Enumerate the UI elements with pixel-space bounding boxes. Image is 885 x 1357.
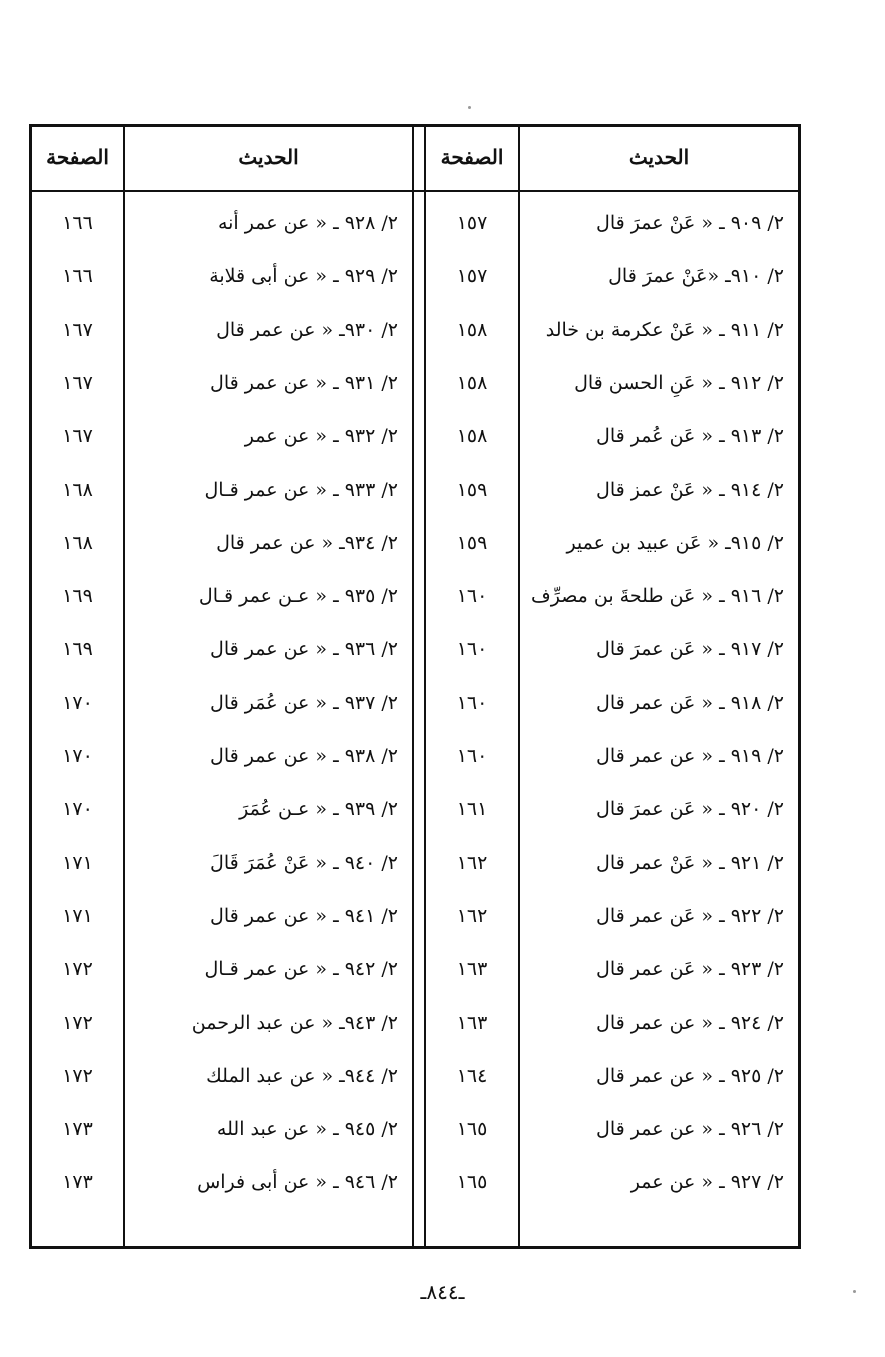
right-hadith-cell: ٢/ ٩٠٩ ـ « عَنْ عمرَ قال [596,212,784,234]
table-row [32,464,798,516]
table-row [32,677,798,729]
left-hadith-cell: ٢/ ٩٣٨ ـ « عن عمر قال [210,745,398,767]
left-hadith-cell: ٢/ ٩٤١ ـ « عن عمر قال [210,904,398,927]
right-hadith-cell: ٢/ ٩٢٣ ـ « عَن عمر قال [596,958,784,981]
left-hadith-cell: ٢/ ٩٤٤ـ « عن عبد الملك [206,1064,398,1087]
table-row [32,250,798,302]
left-page-cell: ١٦٩ [62,638,93,661]
right-page-cell: ١٥٨ [456,425,488,448]
left-hadith-cell: ٢/ ٩٣١ ـ « عن عمر قال [210,371,398,394]
left-page-cell: ١٦٦ [62,212,93,234]
left-page-cell: ١٦٩ [62,585,93,608]
header-rule [32,190,798,192]
left-page-cell: ١٦٧ [62,318,93,341]
table-row [32,1103,798,1155]
left-page-cell: ١٧١ [62,851,93,874]
page-number: ـ٨٤٤ـ [420,1280,465,1304]
right-page-cell: ١٦٥ [456,1171,488,1194]
right-page-cell: ١٦٠ [456,638,488,661]
right-page-cell: ١٦٤ [456,1064,488,1087]
left-page-cell: ١٦٧ [62,425,93,448]
right-page-cell: ١٦٠ [456,745,488,767]
table-row [32,570,798,622]
right-page-cell: ١٦٠ [456,585,488,608]
right-hadith-cell: ٢/ ٩١٢ ـ « عَنِ الحسن قال [574,371,784,394]
header-left-hadith: الحديث [238,145,299,169]
left-hadith-cell: ٢/ ٩٣٧ ـ « عن عُمَر قال [210,691,398,714]
table-row [32,304,798,356]
left-page-cell: ١٦٨ [62,531,93,554]
table-row [32,783,798,835]
table-row [32,943,798,995]
table-row [32,890,798,942]
left-hadith-cell: ٢/ ٩٤٦ ـ « عن أبى فراس [197,1171,398,1194]
right-page-cell: ١٥٧ [456,212,488,234]
right-hadith-cell: ٢/ ٩١١ ـ « عَنْ عكرمة بن خالد [545,318,784,341]
left-page-cell: ١٧٢ [62,958,93,981]
left-page-cell: ١٧٠ [62,745,93,767]
table-row [32,623,798,675]
right-page-cell: ١٥٩ [456,478,488,501]
table-row [32,410,798,462]
right-page-cell: ١٦٠ [456,691,488,714]
left-page-cell: ١٦٧ [62,371,93,394]
right-hadith-cell: ٢/ ٩٢٧ ـ « عن عمر [630,1171,784,1194]
right-page-cell: ١٦١ [456,798,488,821]
right-hadith-cell: ٢/ ٩١٤ ـ « عَنْ عمز قال [596,478,784,501]
table-row [32,837,798,889]
left-page-cell: ١٧٣ [62,1118,93,1141]
right-hadith-cell: ٢/ ٩٢٠ ـ « عَن عمرَ قال [596,798,784,821]
right-page-cell: ١٦٣ [456,958,488,981]
right-hadith-cell: ٢/ ٩١٥ـ « عَن عبيد بن عمير [566,531,784,554]
table-row [32,997,798,1049]
right-page-cell: ١٦٥ [456,1118,488,1141]
table-row [32,197,798,249]
left-page-cell: ١٧٣ [62,1171,93,1194]
table-row [32,1156,798,1208]
left-page-cell: ١٧١ [62,904,93,927]
left-hadith-cell: ٢/ ٩٤٣ـ « عن عبد الرحمن [191,1011,398,1034]
left-hadith-cell: ٢/ ٩٣٢ ـ « عن عمر [244,425,398,448]
right-hadith-cell: ٢/ ٩٢٢ ـ « عَن عمر قال [596,904,784,927]
index-table [29,124,801,1249]
left-hadith-cell: ٢/ ٩٢٩ ـ « عن أبى قلابة [209,265,398,288]
left-page-cell: ١٧٠ [62,691,93,714]
right-hadith-cell: ٢/ ٩١٨ ـ « عَن عمر قال [596,691,784,714]
table-row [32,357,798,409]
right-hadith-cell: ٢/ ٩١٣ ـ « عَن عُمر قال [596,425,784,448]
left-page-cell: ١٦٨ [62,478,93,501]
right-hadith-cell: ٢/ ٩٢١ ـ « عَنْ عمر قال [596,851,784,874]
right-page-cell: ١٥٩ [456,531,488,554]
right-page-cell: ١٥٨ [456,318,488,341]
left-hadith-cell: ٢/ ٩٢٨ ـ « عن عمر أنه [217,212,398,234]
right-page-cell: ١٥٨ [456,371,488,394]
left-hadith-cell: ٢/ ٩٣٤ـ « عن عمر قال [216,531,398,554]
left-hadith-cell: ٢/ ٩٤٥ ـ « عن عبد الله [216,1118,398,1141]
right-page-cell: ١٦٣ [456,1011,488,1034]
left-page-cell: ١٧٢ [62,1064,93,1087]
right-hadith-cell: ٢/ ٩١٧ ـ « عَن عمرَ قال [596,638,784,661]
right-hadith-cell: ٢/ ٩١٠ـ «عَنْ عمرَ قال [608,265,784,288]
left-page-cell: ١٧٢ [62,1011,93,1034]
left-hadith-cell: ٢/ ٩٤٢ ـ « عن عمر قـال [204,958,398,981]
right-page-cell: ١٦٢ [456,904,488,927]
header-left-page: الصفحة [46,145,109,169]
table-row [32,517,798,569]
left-hadith-cell: ٢/ ٩٣٦ ـ « عن عمر قال [210,638,398,661]
left-hadith-cell: ٢/ ٩٤٠ ـ « عَنْ عُمَرَ قَالَ [210,851,398,874]
right-hadith-cell: ٢/ ٩١٦ ـ « عَن طلحةَ بن مصرِّف [531,585,784,608]
table-row [32,730,798,782]
right-page-cell: ١٦٢ [456,851,488,874]
left-hadith-cell: ٢/ ٩٣٠ـ « عن عمر قال [216,318,398,341]
right-hadith-cell: ٢/ ٩١٩ ـ « عن عمر قال [596,745,784,767]
speck [468,106,471,109]
header-right-page: الصفحة [440,145,504,169]
left-page-cell: ١٧٠ [62,798,93,821]
left-hadith-cell: ٢/ ٩٣٣ ـ « عن عمر قـال [204,478,398,501]
header-right-hadith: الحديث [628,145,690,169]
right-hadith-cell: ٢/ ٩٢٤ ـ « عن عمر قال [596,1011,784,1034]
right-hadith-cell: ٢/ ٩٢٦ ـ « عن عمر قال [596,1118,784,1141]
left-hadith-cell: ٢/ ٩٣٥ ـ « عـن عمر قـال [198,585,398,608]
right-hadith-cell: ٢/ ٩٢٥ ـ « عن عمر قال [596,1064,784,1087]
left-hadith-cell: ٢/ ٩٣٩ ـ « عـن عُمَرَ [239,798,398,821]
right-page-cell: ١٥٧ [456,265,488,288]
table-row [32,1050,798,1102]
left-page-cell: ١٦٦ [62,265,93,288]
